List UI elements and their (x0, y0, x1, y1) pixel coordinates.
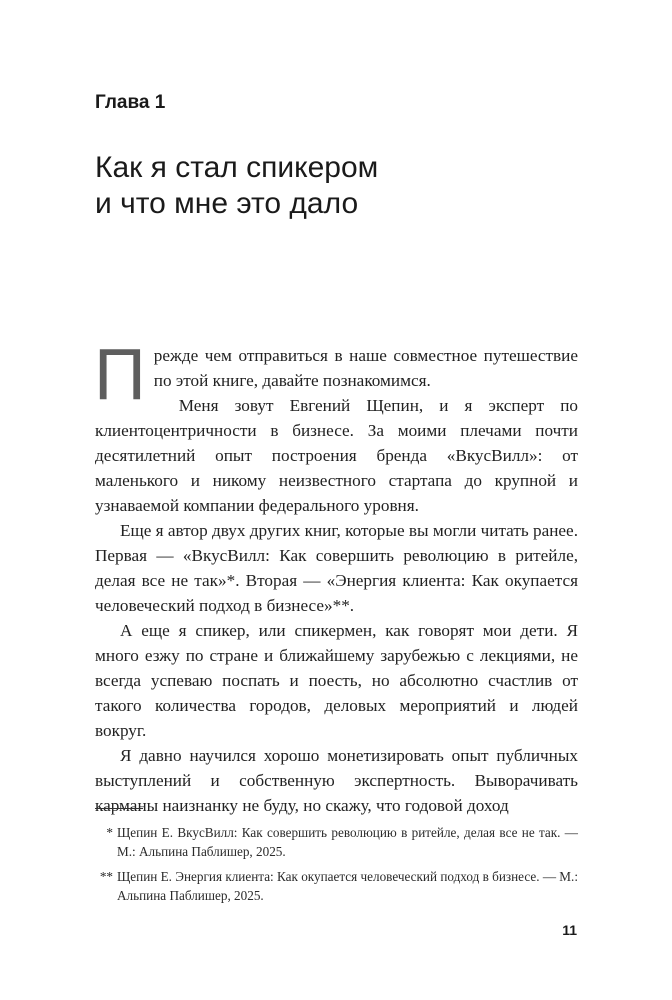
chapter-title-line-2: и что мне это дало (95, 187, 359, 220)
footnote-mark: ** (99, 869, 113, 884)
footnote-text: Щепин Е. Энергия клиента: Как окупается человеческий подход в бизнесе. — М.: Альпина Паблишер, 2025. (117, 869, 578, 903)
drop-cap: П (94, 335, 146, 415)
footnote-mark: * (106, 825, 113, 840)
body-text (94, 335, 578, 818)
paragraph-2: Меня зовут Евгений Щепин, и я эксперт по клиентоцентричности в бизнесе. За моими плечами почти десятилетний опыт построения бренда «ВкусВилл»: от маленького и никому неизвестного стартапа до крупной и узнаваемой компании федерального уровня. (95, 396, 578, 515)
chapter-title-line-1: Как я стал спикером (95, 151, 379, 184)
paragraph-3: Еще я автор двух других книг, которые вы могли читать ранее. Первая — «ВкусВилл: Как совершить революцию в ритейле, делая все не так»*. Вторая — «Энергия клиента: Как окупается человеческий подход в бизнесе»**. (95, 521, 578, 615)
footnotes (95, 823, 578, 911)
paragraph-4: А еще я спикер, или спикермен, как говорят мои дети. Я много езжу по стране и ближайшему зарубежью с лекциями, не всегда успеваю поспать и поесть, но абсолютно счастлив от такого количества городов, деловых мероприятий и людей вокруг. (95, 621, 578, 740)
footnote-divider (95, 808, 143, 809)
page-number: 11 (562, 922, 577, 938)
chapter-label: Глава 1 (95, 92, 166, 113)
paragraph-1-text: режде чем отправиться в наше совместное путешествие по этой книге, давайте познакомимся. (153, 346, 578, 390)
chapter-title (95, 150, 575, 222)
paragraph-5: Я давно научился хорошо монетизировать опыт публичных выступлений и собственную экспертность. Выворачивать карманы наизнанку не буду, но скажу, что годовой доход (95, 746, 578, 815)
paragraph-1 (94, 335, 578, 415)
footnote-1 (95, 823, 578, 861)
footnote-text: Щепин Е. ВкусВилл: Как совершить революцию в ритейле, делая все не так. — М.: Альпина Паблишер, 2025. (117, 825, 578, 859)
footnote-2 (95, 867, 578, 905)
